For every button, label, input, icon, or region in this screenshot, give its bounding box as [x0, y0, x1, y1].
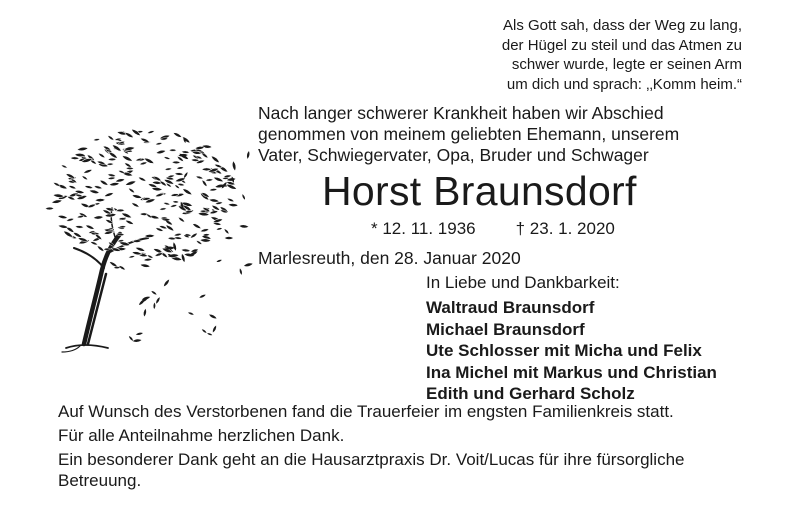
leaf-shape — [175, 172, 184, 175]
leaf-shape — [131, 194, 142, 200]
leaf-shape — [210, 155, 221, 165]
footer-paragraph: Auf Wunsch des Verstorbenen fand die Trauerfeier im engsten Familienkreis statt. — [58, 402, 674, 421]
leaf-shape — [93, 138, 100, 141]
leaf-shape — [155, 142, 162, 145]
leaf-shape — [165, 168, 172, 171]
leaf-shape — [207, 332, 213, 335]
leaf-shape — [173, 201, 179, 203]
leaf-shape — [147, 130, 155, 134]
announcement-line: Vater, Schwiegervater, Opa, Bruder und Schwager — [258, 145, 649, 165]
leaf-shape — [57, 215, 67, 220]
leaf-shape — [174, 233, 182, 237]
leaf-shape — [133, 339, 142, 343]
leaf-shape — [181, 136, 191, 145]
leaf-shape — [177, 167, 184, 170]
poem-line: der Hügel zu steil und das Atmen zu — [501, 36, 742, 54]
leaf-shape — [208, 313, 217, 319]
leaf-shape — [144, 234, 155, 238]
leaf-shape — [159, 207, 166, 210]
leaf-shape — [153, 302, 155, 309]
leaf-shape — [115, 178, 125, 183]
leaf-shape — [192, 222, 202, 230]
leaf-shape — [136, 332, 144, 336]
leaf-shape — [224, 228, 230, 234]
leaf-shape — [107, 163, 114, 165]
leaf-shape — [89, 189, 100, 195]
leaf-shape — [151, 187, 163, 192]
leaf-shape — [239, 268, 243, 275]
leaf-shape — [96, 245, 105, 253]
leaf-shape — [225, 237, 233, 240]
leaf-shape — [246, 151, 250, 159]
leaf-shape — [105, 218, 114, 224]
leaf-shape — [108, 158, 117, 161]
leaf-shape — [93, 215, 104, 219]
leaf-shape — [195, 175, 203, 179]
leaf-shape — [213, 176, 224, 183]
mourner-name: Waltraud Braunsdorf — [426, 298, 595, 317]
leaf-shape — [216, 259, 222, 263]
announcement-line: Nach langer schwerer Krankheit haben wir Abschied — [258, 103, 664, 123]
leaf-shape — [126, 167, 134, 170]
leaf-shape — [70, 157, 79, 160]
life-dates — [371, 218, 615, 240]
leaf-shape — [205, 179, 213, 182]
poem-line: um dich und sprach: ‚‚Komm heim.“ — [506, 75, 742, 93]
leaf-shape — [75, 225, 84, 228]
leaf-shape — [244, 262, 253, 267]
leaf-shape — [90, 241, 98, 246]
leaf-shape — [83, 168, 93, 174]
leaf-shape — [172, 242, 177, 251]
footer-paragraph: Für alle Anteilnahme herzlichen Dank. — [58, 426, 345, 445]
leaf-shape — [138, 176, 147, 182]
poem-line: schwer wurde, legte er seinen Arm — [511, 56, 742, 73]
leaf-shape — [183, 172, 189, 179]
leaf-shape — [81, 175, 88, 181]
leaf-shape — [109, 182, 120, 187]
leaf-shape — [172, 161, 181, 164]
leaf-shape — [227, 197, 235, 202]
leaf-shape — [181, 248, 191, 252]
leaf-shape — [151, 290, 157, 295]
leaf-shape — [212, 325, 217, 333]
leaf-shape — [128, 187, 136, 194]
leaf-shape — [178, 216, 186, 223]
poem-quote — [502, 16, 742, 94]
leaf-shape — [108, 177, 116, 180]
leaf-shape — [242, 194, 246, 200]
leaf-shape — [107, 135, 115, 142]
mourner-name: Edith und Gerhard Scholz — [426, 384, 635, 403]
leaf-shape — [216, 227, 222, 230]
leaf-shape — [94, 185, 103, 190]
mourners-list — [426, 297, 717, 405]
leaf-shape — [201, 329, 207, 334]
leaf-shape — [61, 164, 68, 169]
leaf-shape — [188, 312, 194, 316]
place-and-date: Marlesreuth, den 28. Januar 2020 — [258, 248, 521, 268]
footer-paragraph: Ein besonderer Dank geht an die Hausarztpraxis Dr. Voit/Lucas für ihre fürsorgliche Betreuung. — [58, 450, 685, 490]
leaf-shape — [163, 279, 170, 288]
leaf-shape — [128, 255, 135, 258]
mourners-heading: In Liebe und Dankbarkeit: — [426, 273, 620, 292]
leaf-shape — [177, 183, 185, 186]
leaf-shape — [68, 185, 77, 190]
deceased-name: Horst Braunsdorf — [322, 168, 637, 214]
leaf-shape — [107, 173, 116, 177]
leaf-shape — [139, 161, 147, 165]
leaf-shape — [104, 192, 115, 198]
windblown-tree-icon — [26, 118, 254, 368]
leaf-shape — [128, 335, 134, 341]
leaf-shape — [99, 179, 109, 187]
leaf-shape — [169, 149, 176, 151]
leaf-shape — [156, 149, 167, 154]
leaf-shape — [131, 202, 140, 209]
leaf-shape — [143, 258, 152, 262]
mourner-name: Ute Schlosser mit Micha und Felix — [426, 341, 702, 360]
leaf-shape — [155, 297, 161, 305]
leaf-shape — [181, 151, 189, 154]
leaf-shape — [199, 294, 206, 299]
leaf-shape — [209, 188, 217, 191]
leaf-shape — [77, 146, 89, 151]
announcement-line: genommen von meinem geliebten Ehemann, unserem — [258, 124, 680, 144]
leaf-shape — [140, 263, 151, 268]
poem-line: Als Gott sah, dass der Weg zu lang, — [502, 17, 742, 34]
leaf-shape — [163, 202, 170, 206]
leaf-shape — [172, 131, 182, 138]
leaf-shape — [232, 161, 237, 171]
leaf-shape — [45, 207, 54, 210]
leaf-shape — [95, 198, 106, 202]
leaf-shape — [143, 308, 147, 316]
announcement-text — [258, 103, 679, 166]
birth-date: * 12. 11. 1936 — [371, 219, 476, 238]
leaf-shape — [125, 219, 135, 225]
death-date: † 23. 1. 2020 — [515, 219, 615, 238]
footer-notes — [58, 401, 748, 494]
leaf-shape — [163, 156, 170, 160]
leaf-shape — [98, 152, 106, 159]
leaf-shape — [239, 225, 248, 229]
mourner-name: Ina Michel mit Markus und Christian — [426, 362, 717, 382]
leaf-shape — [51, 199, 63, 204]
leaf-shape — [170, 204, 178, 208]
leaf-shape — [125, 180, 137, 187]
leaf-shape — [121, 154, 133, 162]
leaf-shape — [85, 224, 95, 230]
leaf-shape — [84, 185, 93, 190]
mourner-name: Michael Braunsdorf — [426, 319, 585, 339]
